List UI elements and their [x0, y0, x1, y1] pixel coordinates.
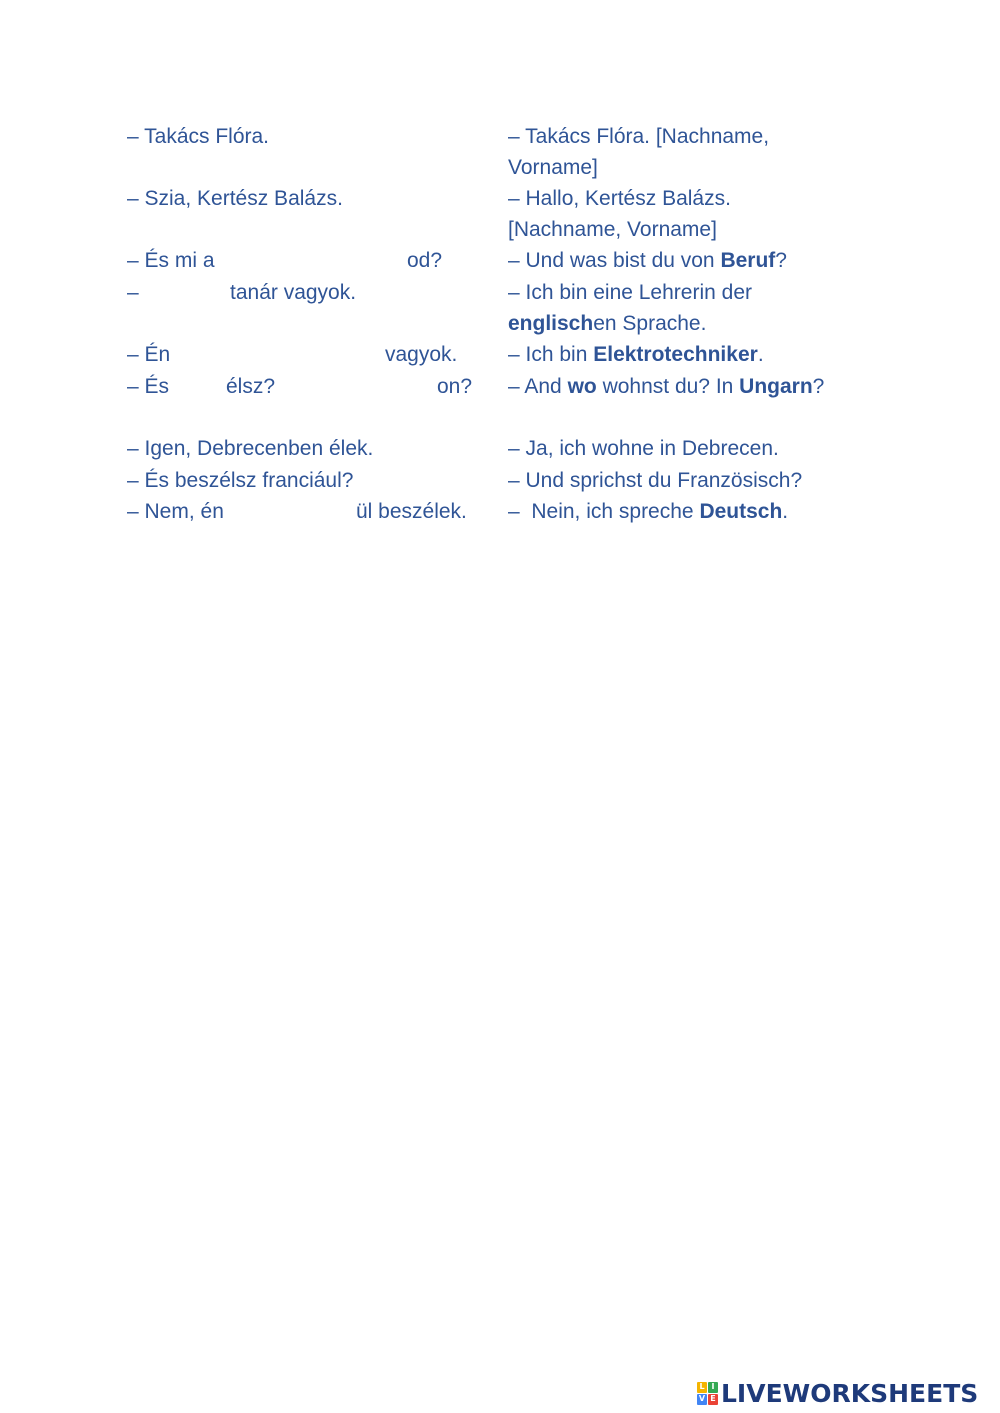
logo-mark-cell: L [697, 1382, 707, 1393]
de-line-3-text: – Und was bist du von [508, 249, 721, 272]
hu-line-7: – Igen, Debrecenben élek. [127, 437, 374, 460]
de-line-4a: – Ich bin eine Lehrerin der [508, 281, 752, 304]
liveworksheets-logo[interactable] [697, 1376, 978, 1410]
hu-line-6-start: – És [127, 375, 170, 398]
hu-line-8: – És beszélsz franciául? [127, 469, 354, 492]
hu-line-4-end: tanár vagyok. [230, 281, 357, 304]
de-line-2b: [Nachname, Vorname] [508, 218, 717, 241]
hu-line-4 [127, 277, 477, 308]
de-keyword-deutsch: Deutsch [699, 500, 783, 523]
hu-line-6 [127, 371, 477, 402]
hu-line-1: – Takács Flóra. [127, 125, 270, 148]
logo-mark-cell: I [708, 1382, 718, 1393]
de-line-8: – Und sprichst du Französisch? [508, 469, 803, 492]
de-line-6-text-a: – And [508, 375, 568, 398]
hu-line-3-end: od? [407, 249, 443, 272]
de-line-6-punct: ? [812, 375, 825, 398]
de-line-4b-text: en Sprache. [593, 312, 707, 335]
de-line-3 [508, 245, 787, 276]
de-line-9-punct: . [782, 500, 789, 523]
de-line-7: – Ja, ich wohne in Debrecen. [508, 437, 779, 460]
logo-text: LIVEWORKSHEETS [721, 1378, 979, 1408]
hu-line-5 [127, 339, 477, 370]
de-line-5-text: – Ich bin [508, 343, 594, 366]
de-line-6 [508, 371, 824, 402]
de-line-5 [508, 339, 764, 370]
hu-line-2: – Szia, Kertész Balázs. [127, 187, 343, 210]
logo-mark-cell: V [698, 1394, 706, 1403]
hu-line-3-start: – És mi a [127, 249, 215, 272]
hu-line-9-start: – Nem, én [127, 500, 224, 523]
de-line-2a: – Hallo, Kertész Balázs. [508, 187, 731, 210]
de-keyword-ungarn: Ungarn [739, 375, 813, 398]
de-line-9 [508, 496, 788, 527]
hu-line-6-middle: élsz? [226, 375, 276, 398]
hu-line-9-end: ül beszélek. [356, 500, 467, 523]
de-line-5-punct: . [757, 343, 764, 366]
de-line-4b [508, 308, 706, 339]
hu-line-4-start: – [127, 281, 139, 304]
de-keyword-wo: wo [567, 375, 597, 398]
de-line-1b: Vorname] [508, 156, 598, 179]
hu-line-6-end: on? [437, 375, 473, 398]
de-keyword-englisch: englisch [508, 312, 594, 335]
de-line-9-text: – Nein, ich spreche [508, 500, 700, 523]
hu-line-3 [127, 245, 477, 276]
de-keyword-elektrotechniker: Elektrotechniker [593, 343, 758, 366]
logo-mark-cell: E [708, 1394, 718, 1405]
hu-line-5-start: – Én [127, 343, 171, 366]
de-line-1a: – Takács Flóra. [Nachname, [508, 125, 770, 148]
logo-mark-icon [697, 1382, 718, 1405]
de-keyword-beruf: Beruf [720, 249, 776, 272]
hu-line-9 [127, 496, 477, 527]
de-line-6-text-b: wohnst du? In [596, 375, 740, 398]
de-line-3-punct: ? [775, 249, 787, 272]
hu-line-5-end: vagyok. [385, 343, 458, 366]
